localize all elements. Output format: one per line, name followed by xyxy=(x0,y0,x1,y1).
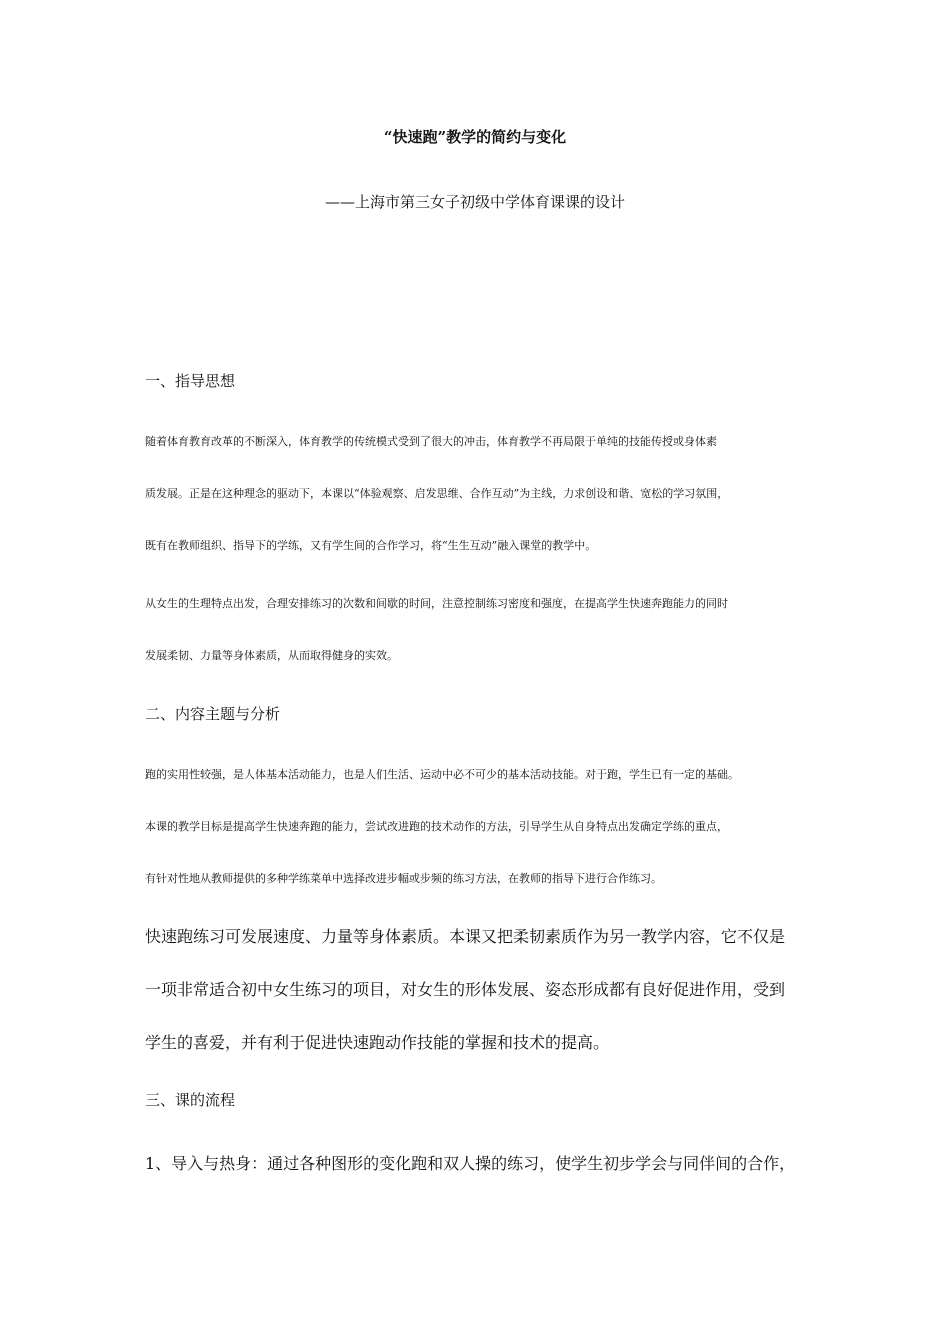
paragraph-line: 有针对性地从教师提供的多种学练菜单中选择改进步幅或步频的练习方法，在教师的指导下进行合作练习。 xyxy=(145,872,662,885)
paragraph xyxy=(145,749,805,905)
paragraph xyxy=(145,416,805,572)
paragraph-line: 从女生的生理特点出发，合理安排练习的次数和间歇的时间，注意控制练习密度和强度，在提高学生快速奔跑能力的同时 xyxy=(145,597,728,610)
paragraph-line: 随着体育教育改革的不断深入，体育教学的传统模式受到了很大的冲击，体育教学不再局限于单纯的技能传授或身体素 xyxy=(145,435,717,448)
paragraph-line: 质发展。正是在这种理念的驱动下，本课以“体验观察、启发思维、合作互动”为主线，力求创设和谐、宽松的学习氛围， xyxy=(145,487,729,500)
paragraph-line: 跑的实用性较强，是人体基本活动能力，也是人们生活、运动中必不可少的基本活动技能。对于跑，学生已有一定的基础。 xyxy=(145,768,739,781)
section-heading-content-analysis: 二、内容主题与分析 xyxy=(145,705,281,723)
paragraph-line: 1、导入与热身：通过各种图形的变化跑和双人操的练习，使学生初步学会与同伴间的合作， xyxy=(145,1154,796,1173)
section-heading-lesson-flow: 三、课的流程 xyxy=(145,1091,236,1109)
paragraph xyxy=(145,578,805,682)
section-heading-guiding-ideology: 一、指导思想 xyxy=(145,372,236,390)
document-subtitle: ——上海市第三女子初级中学体育课课的设计 xyxy=(324,193,625,211)
paragraph-line: 发展柔韧、力量等身体素质，从而取得健身的实效。 xyxy=(145,649,398,662)
paragraph-line: 本课的教学目标是提高学生快速奔跑的能力，尝试改进跑的技术动作的方法，引导学生从自身特点出发确定学练的重点， xyxy=(145,820,728,833)
paragraph-line: 学生的喜爱，并有利于促进快速跑动作技能的掌握和技术的提高。 xyxy=(145,1033,610,1052)
paragraph-line: 既有在教师组织、指导下的学练，又有学生间的合作学习，将“生生互动”融入课堂的教学中。 xyxy=(145,539,597,552)
paragraph-line: 一项非常适合初中女生练习的项目，对女生的形体发展、姿态形成都有良好促进作用，受到 xyxy=(145,980,786,999)
paragraph xyxy=(145,1137,807,1190)
paragraph-line: 快速跑练习可发展速度、力量等身体素质。本课又把柔韧素质作为另一教学内容，它不仅是 xyxy=(145,927,786,946)
document-title: “快速跑”教学的简约与变化 xyxy=(383,128,567,146)
paragraph xyxy=(145,910,807,1069)
